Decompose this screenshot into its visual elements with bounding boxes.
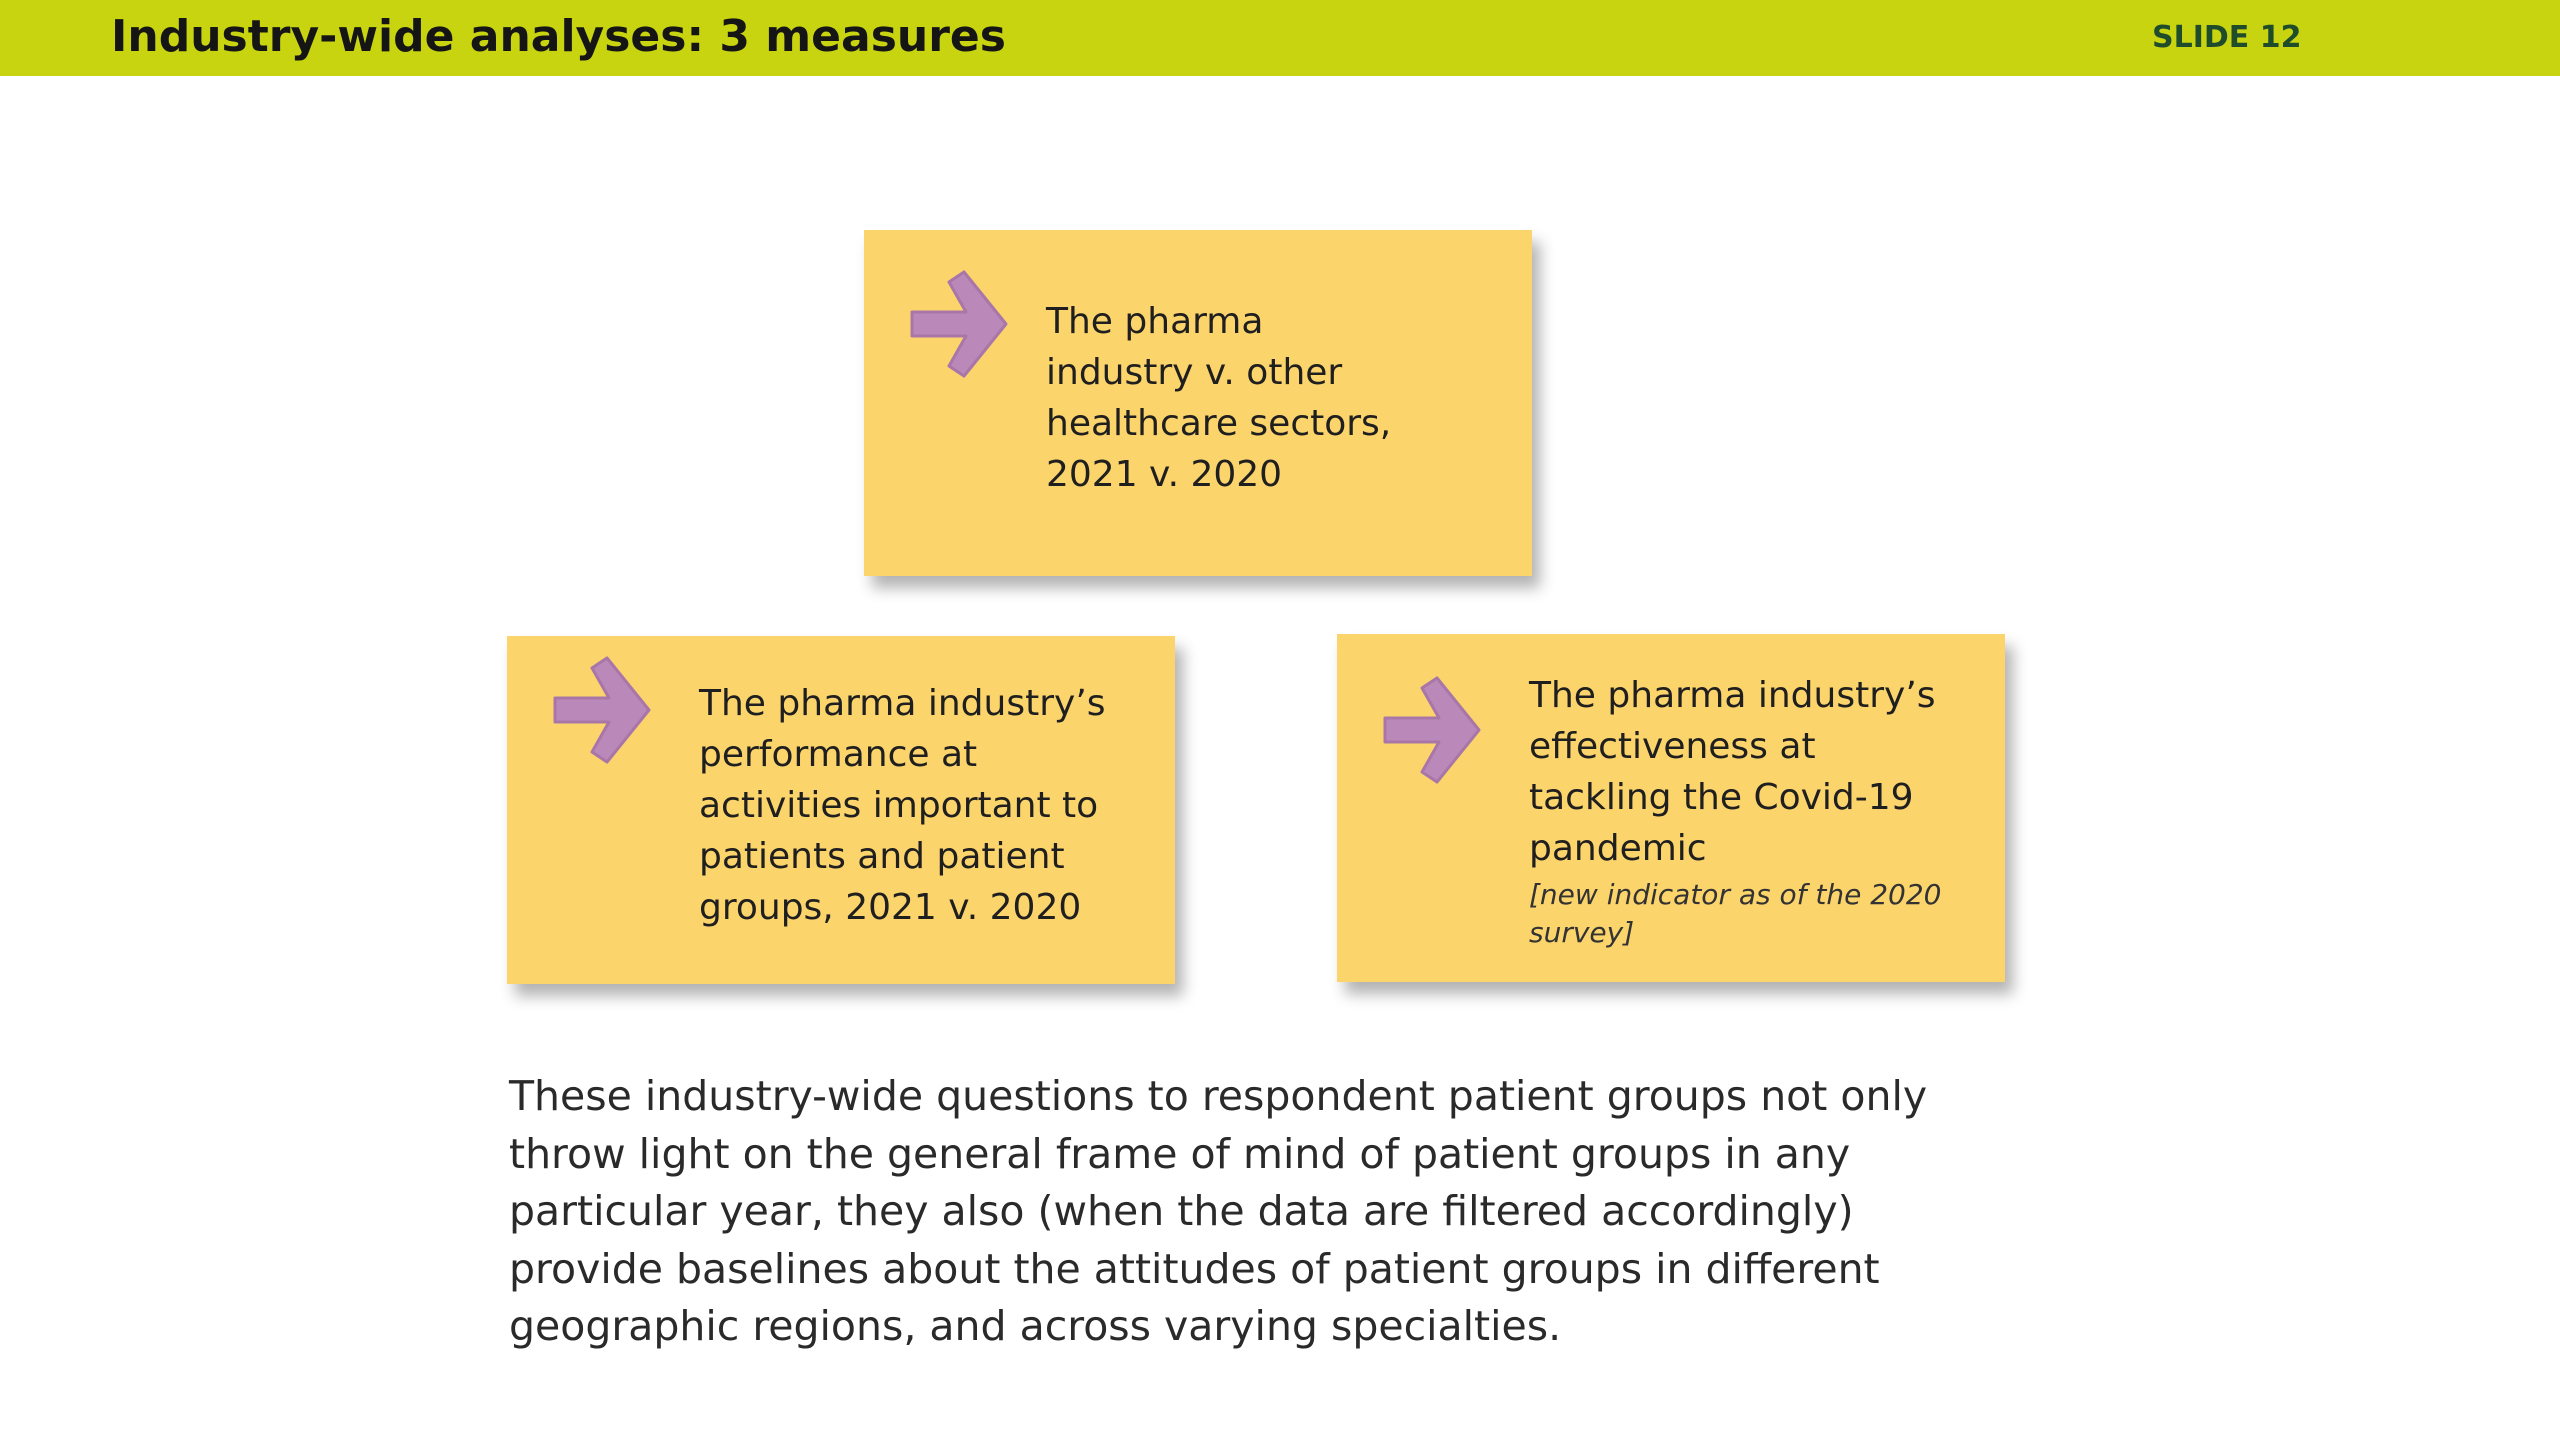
header-bar bbox=[0, 0, 2560, 76]
measure-card-3-text: The pharma industry’s effectiveness at tackling the Covid-19 pandemic bbox=[1529, 675, 1936, 869]
slide-number: SLIDE 12 bbox=[2152, 20, 2302, 55]
measure-card-3-note: [new indicator as of the 2020 survey] bbox=[1529, 878, 1942, 949]
right-arrow-icon bbox=[904, 264, 1014, 384]
measure-card-3-content bbox=[1529, 670, 1969, 952]
measure-card-2 bbox=[507, 636, 1175, 984]
slide-title: Industry-wide analyses: 3 measures bbox=[111, 11, 1006, 62]
measure-card-1-text: The pharma industry v. other healthcare sectors, 2021 v. 2020 bbox=[1046, 301, 1392, 495]
body-paragraph: These industry-wide questions to respondent patient groups not only throw light on the general frame of mind of patient groups in any particular year, they also (when the data are filtered accordingly) provide baselines about the attitudes of patient groups in different geographic regions, and across varying specialties. bbox=[509, 1072, 1928, 1350]
measure-card-1 bbox=[864, 230, 1532, 576]
right-arrow-icon bbox=[1377, 670, 1487, 790]
measure-card-3 bbox=[1337, 634, 2005, 982]
right-arrow-icon bbox=[547, 650, 657, 770]
measure-card-2-text: The pharma industry’s performance at activities important to patients and patient groups, 2021 v. 2020 bbox=[699, 683, 1106, 928]
